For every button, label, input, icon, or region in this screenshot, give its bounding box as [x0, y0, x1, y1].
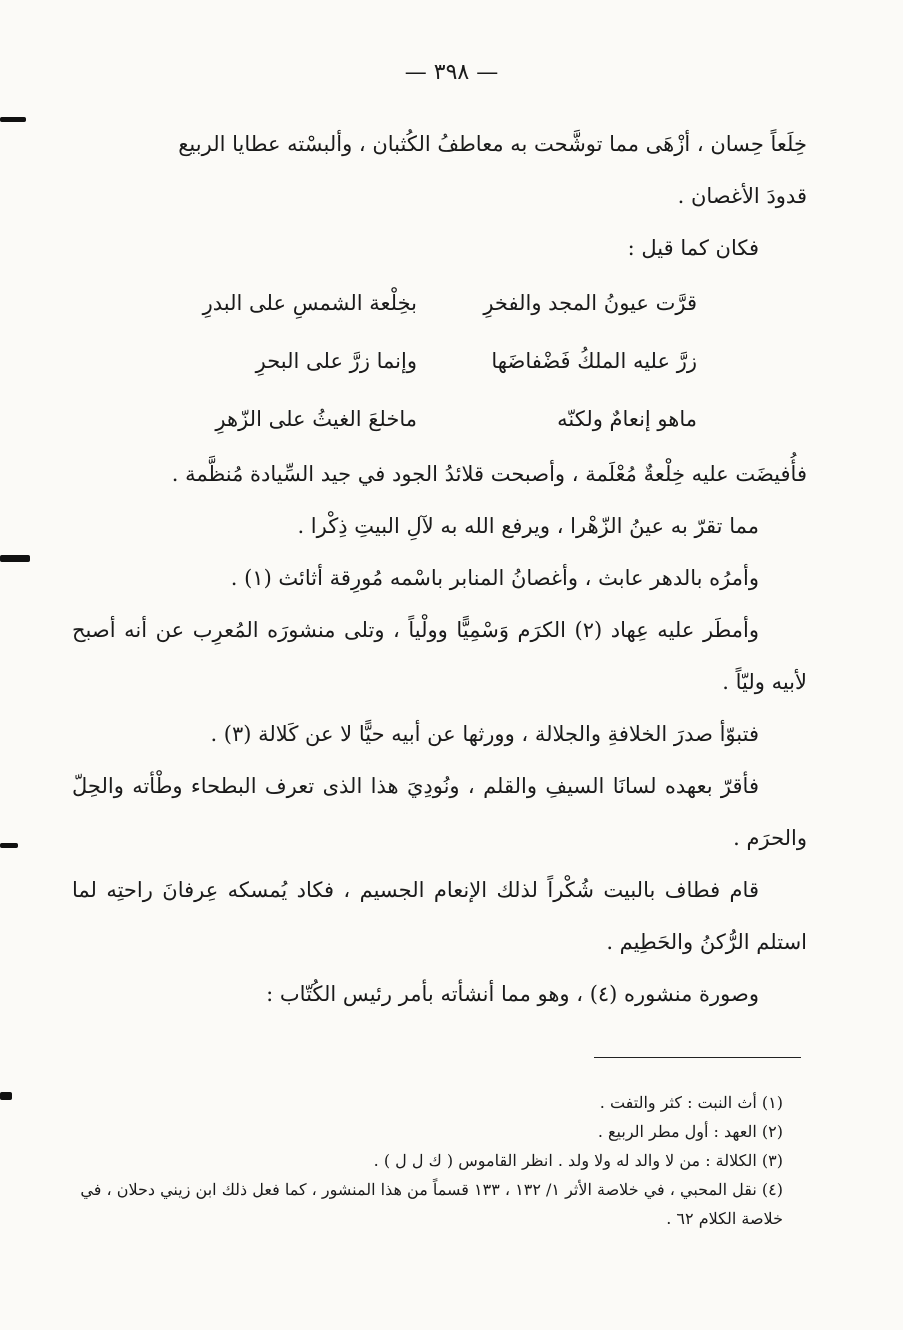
- footnotes: [72, 1088, 807, 1233]
- verse-row: [72, 274, 697, 332]
- paragraph-4: مما تقرّ به عينُ الزّهْرا ، ويرفع الله به لآلِ البيتِ ذِكْرا .: [297, 514, 759, 538]
- page-number: — ٣٩٨ —: [404, 60, 499, 85]
- verse-hemistich-second: ماخلعَ الغيثُ على الزّهرِ: [215, 407, 417, 431]
- verse-hemistich-first: زرَّ عليه الملكُ فَضْفاضَها: [491, 349, 697, 373]
- paragraph-1: [72, 118, 807, 222]
- margin-mark: [0, 117, 26, 122]
- paragraph-8: فأقرّ بعهده لسانَا السيفِ والقلم ، ونُودِيَ هذا الذى تعرف البطحاء وطْأته والحِلّ والحرَم .: [72, 774, 807, 850]
- paragraph-9: قام فطاف بالبيت شُكْراً لذلك الإنعام الجسيم ، فكاد يُمسكه عِرفانَ راحتِه لما استلم الرُّكنُ والحَطِيم .: [72, 878, 807, 954]
- paragraph-1-line-1: خِلَعاً حِسان ، أزْهَى مما توشَّحت به معاطفُ الكُثبان ، وألبسْته عطايا الربيع: [178, 132, 807, 156]
- margin-mark: [0, 843, 18, 848]
- paragraph-6: وأمطَر عليه عِهاد (٢) الكرَم وَسْمِيًّا وولْياً ، وتلى منشورَه المُعرِب عن أنه أصبح لأبيه وليّاً .: [72, 618, 807, 694]
- margin-mark: [0, 555, 30, 562]
- paragraph-7: فتبوّأ صدرَ الخلافةِ والجلالة ، وورثها عن أبيه حيًّا لا عن كَلالة (٣) .: [210, 722, 759, 746]
- verse-block: [72, 274, 807, 448]
- verse-hemistich-first: ماهو إنعامٌ ولكنّه: [557, 407, 697, 431]
- paragraph-1-line-2: قدودَ الأغصان .: [677, 184, 807, 208]
- footnote-1: (١) أث النبت : كثر والتفت .: [599, 1093, 783, 1112]
- footnote-separator: [594, 1057, 801, 1058]
- verse-hemistich-first: قرَّت عيونُ المجد والفخرِ: [483, 291, 697, 315]
- verse-row: [72, 332, 697, 390]
- paragraph-3: فأُفيضَت عليه خِلْعةٌ مُعْلَمة ، وأصبحت قلائدُ الجود في جيد السِّيادة مُنظَّمة .: [171, 462, 807, 486]
- paragraph-5: وأمرُه بالدهر عابث ، وأغصانُ المنابر باسْمه مُورِقة أثائث (١) .: [230, 566, 759, 590]
- margin-mark: [0, 1092, 12, 1100]
- verse-hemistich-second: بخِلْعة الشمسِ على البدرِ: [202, 291, 417, 315]
- paragraph-10: وصورة منشوره (٤) ، وهو مما أنشأته بأمر رئيس الكُتّاب :: [266, 982, 759, 1006]
- verse-hemistich-second: وإنما زرَّ على البحرِ: [255, 349, 417, 373]
- intro-line: فكان كما قيل :: [627, 236, 759, 260]
- verse-row: [72, 390, 697, 448]
- footnote-4: (٤) نقل المحبي ، في خلاصة الأثر ١/ ١٣٢ ، ١٣٣ قسماً من هذا المنشور ، كما فعل ذلك ابن زيني دحلان ، في خلاصة الكلام ٦٢ .: [80, 1180, 783, 1228]
- footnote-3: (٣) الكلالة : من لا والد له ولا ولد . انظر القاموس ( ك ل ل ) .: [373, 1151, 783, 1170]
- footnote-2: (٢) العهد : أول مطر الربيع .: [597, 1122, 783, 1141]
- main-text: [72, 118, 807, 1020]
